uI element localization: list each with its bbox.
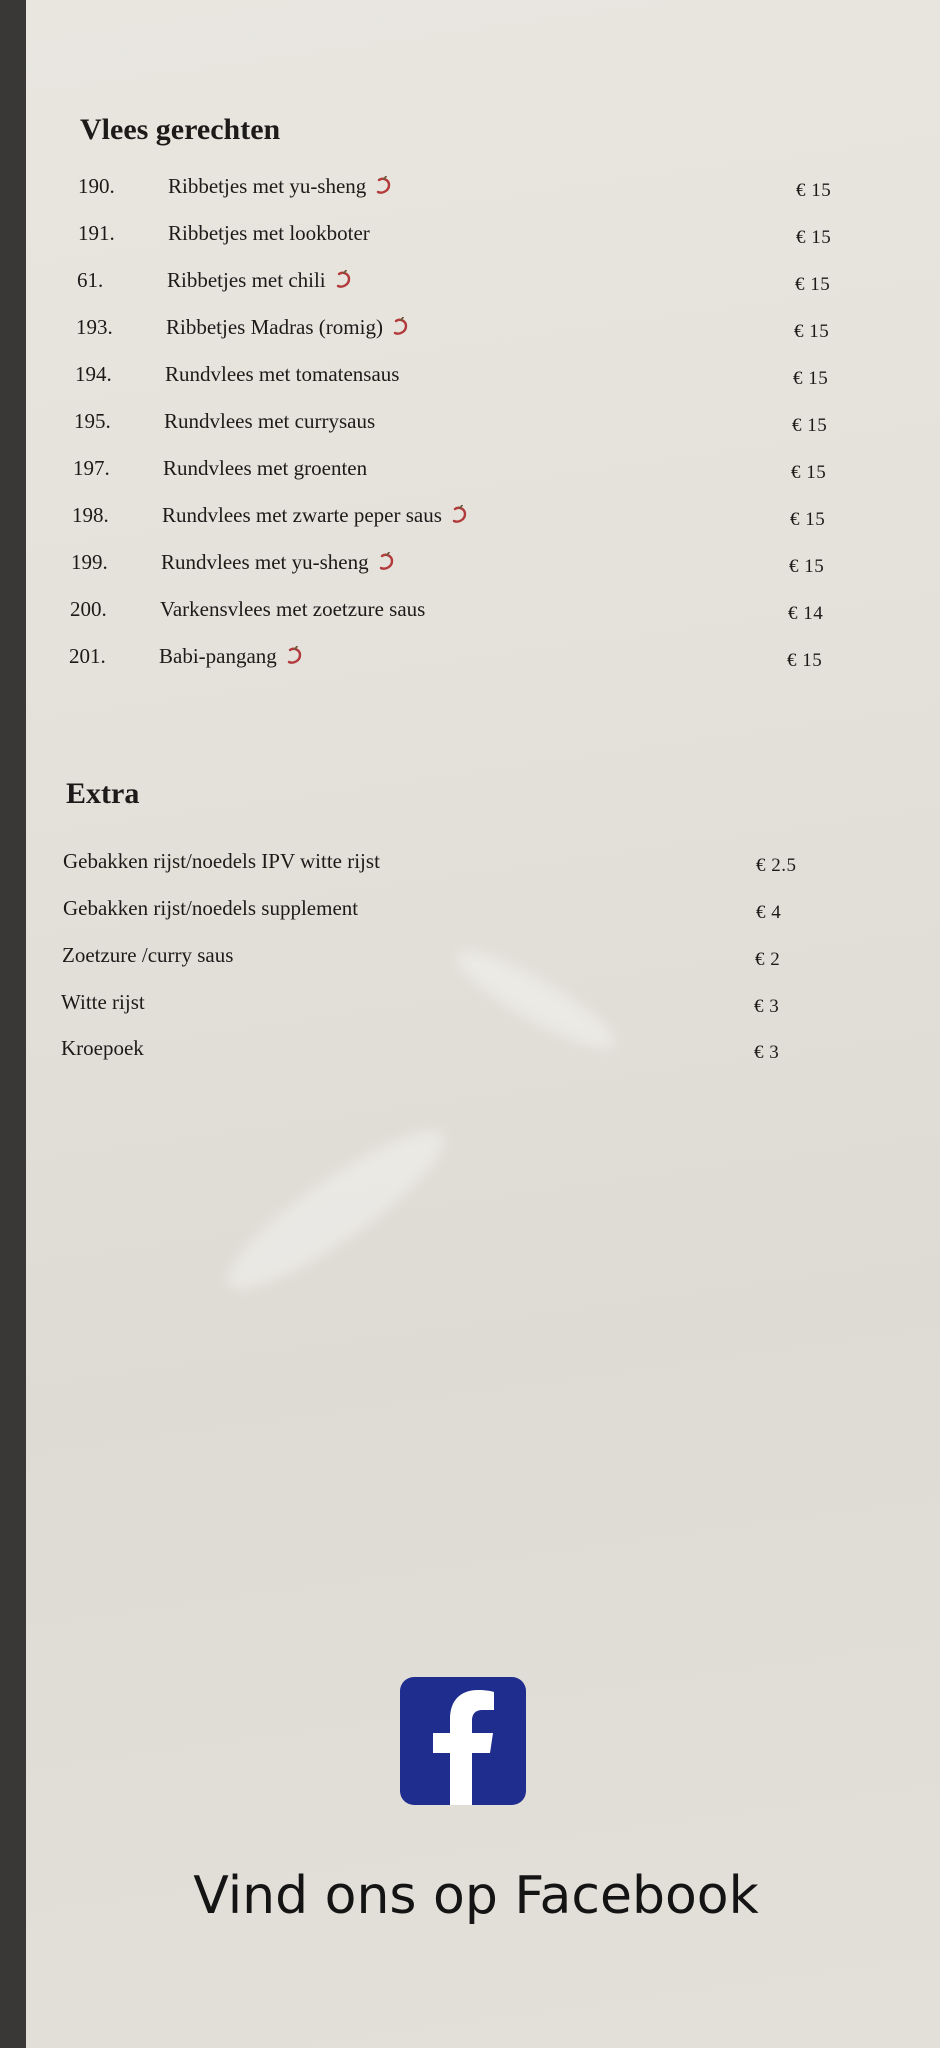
- item-price: € 15: [789, 556, 825, 577]
- menu-item: [72, 503, 842, 533]
- item-price: € 15: [794, 321, 830, 342]
- item-price: € 15: [787, 650, 823, 671]
- item-price: € 15: [796, 180, 832, 201]
- item-number: 198.: [72, 503, 109, 527]
- menu-item: [70, 597, 840, 627]
- item-price: € 15: [793, 368, 829, 389]
- facebook-caption: Vind ons op Facebook: [193, 1866, 759, 1926]
- item-price: € 15: [792, 415, 828, 436]
- item-price: € 15: [790, 509, 826, 530]
- menu-item: [77, 268, 847, 298]
- item-name: Ribbetjes Madras (romig): [166, 315, 411, 340]
- item-name: Rundvlees met groenten: [163, 456, 368, 480]
- menu-item: [61, 990, 831, 1020]
- item-price: € 15: [796, 227, 832, 248]
- item-name: Ribbetjes met yu-sheng: [168, 174, 394, 199]
- item-name: Ribbetjes met chili: [167, 268, 354, 293]
- menu-item: [78, 221, 848, 251]
- item-price: € 14: [788, 603, 824, 624]
- item-number: 191.: [78, 221, 115, 245]
- menu-item: [71, 550, 841, 580]
- menu-item: [69, 644, 839, 674]
- item-number: 194.: [75, 362, 112, 386]
- item-price: € 4: [756, 902, 782, 923]
- item-name: Rundvlees met yu-sheng: [161, 550, 397, 575]
- menu-item: [62, 943, 832, 973]
- item-price: € 2.5: [756, 855, 797, 876]
- item-number: 197.: [73, 456, 110, 480]
- menu-item: [74, 409, 844, 439]
- menu-item: [63, 896, 833, 926]
- item-price: € 2: [755, 949, 781, 970]
- item-price: € 3: [754, 996, 780, 1017]
- item-name: Kroepoek: [61, 1036, 144, 1060]
- item-number: 201.: [69, 644, 106, 668]
- item-name: Varkensvlees met zoetzure saus: [160, 597, 426, 621]
- item-number: 193.: [76, 315, 113, 339]
- menu-item: [63, 849, 833, 879]
- item-name: Gebakken rijst/noedels supplement: [63, 896, 359, 920]
- item-number: 200.: [70, 597, 107, 621]
- menu-item: [76, 315, 846, 345]
- item-name: Rundvlees met tomatensaus: [165, 362, 400, 386]
- item-number: 199.: [71, 550, 108, 574]
- item-name: Rundvlees met zwarte peper saus: [162, 503, 470, 528]
- section-title-vlees: Vlees gerechten: [80, 113, 281, 146]
- menu-item: [61, 1036, 831, 1066]
- chili-pepper-icon: [377, 552, 397, 572]
- item-number: 61.: [77, 268, 104, 292]
- item-number: 195.: [74, 409, 111, 433]
- item-name: Babi-pangang: [159, 644, 305, 669]
- item-name: Witte rijst: [61, 990, 145, 1014]
- menu-page: [26, 0, 940, 2048]
- item-name: Zoetzure /curry saus: [62, 943, 234, 967]
- item-price: € 15: [795, 274, 831, 295]
- item-price: € 15: [791, 462, 827, 483]
- item-name: Rundvlees met currysaus: [164, 409, 376, 433]
- chili-pepper-icon: [450, 505, 470, 525]
- chili-pepper-icon: [391, 317, 411, 337]
- chili-pepper-icon: [285, 646, 305, 666]
- chili-pepper-icon: [374, 176, 394, 196]
- menu-item: [78, 174, 848, 204]
- chili-pepper-icon: [334, 270, 354, 290]
- paper-crease: [212, 1111, 459, 1309]
- item-price: € 3: [754, 1042, 780, 1063]
- menu-item: [73, 456, 843, 486]
- item-name: Ribbetjes met lookboter: [168, 221, 370, 245]
- item-name: Gebakken rijst/noedels IPV witte rijst: [63, 849, 380, 873]
- item-number: 190.: [78, 174, 115, 198]
- menu-item: [75, 362, 845, 392]
- facebook-icon: [400, 1677, 526, 1805]
- section-title-extra: Extra: [66, 777, 140, 810]
